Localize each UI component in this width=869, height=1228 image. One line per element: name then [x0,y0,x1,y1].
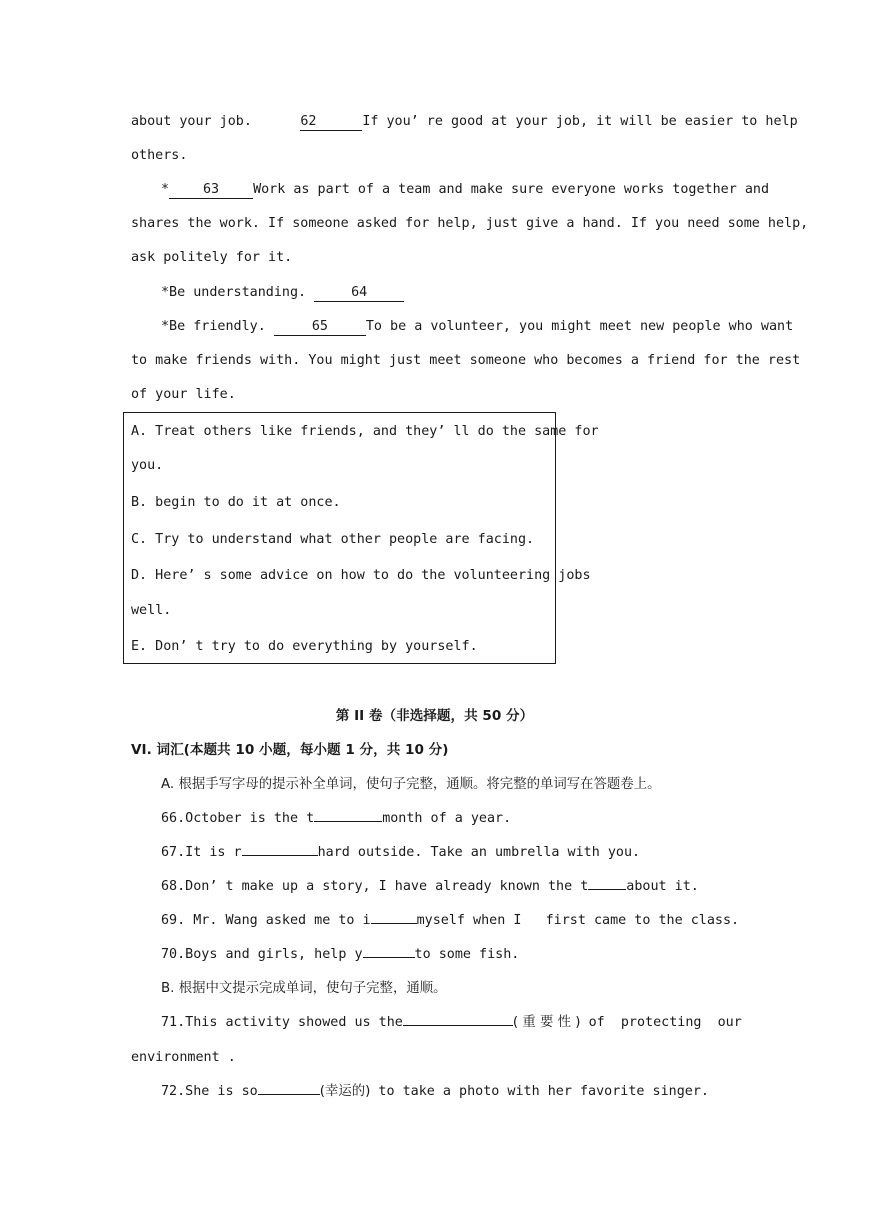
passage-line-1 [131,112,798,132]
passage-text: *Be friendly. [161,319,274,334]
passage-line-4: shares the work. If someone asked for help, just give a hand. If you need some help, [131,216,809,231]
part-two-title: 第 II 卷（非选择题，共 50 分） [335,708,534,724]
passage-line-7 [161,317,793,337]
passage-line-5: ask politely for it. [131,250,293,265]
question-68 [161,877,699,897]
passage-text: *Be understanding. [161,285,315,300]
answer-blank-64 [314,285,404,302]
question-text: to some fish. [414,947,520,962]
passage-text: about your job. [131,114,301,129]
question-text: 68.Don’ t make up a story, I have already known the t [161,879,589,894]
answer-blank-72 [258,1094,320,1095]
question-text: about it. [626,879,699,894]
passage-text: Work as part of a team and make sure everyone works together and [253,182,770,197]
question-text: to take a photo with her favorite singer. [370,1084,709,1099]
passage-line-9: of your life. [131,387,236,402]
answer-blank-63 [169,182,253,199]
answer-blank-69 [371,923,417,924]
instruction-b: B. 根据中文提示完成单词，使句子完整，通顺。 [161,981,447,996]
passage-text: If you’ re good at your job, it will be easier to help [362,114,798,129]
passage-line-2: others. [131,148,188,163]
question-number-64: 64 [351,285,368,300]
question-text: 67.It is r [161,845,242,860]
question-number-65: 65 [311,319,328,334]
question-text: 69. Mr. Wang asked me to i [161,913,371,928]
chinese-hint: (幸运的) [319,1084,371,1099]
question-71 [161,1013,742,1033]
answer-blank-67 [242,855,318,856]
passage-line-3 [161,180,769,200]
question-72 [161,1082,709,1102]
answer-blank-62 [300,114,362,131]
question-71-continued: environment . [131,1050,236,1065]
question-text: 71.This activity showed us the [161,1015,403,1030]
instruction-a: A. 根据手写字母的提示补全单词，使句子完整，通顺。将完整的单词写在答题卷上。 [161,777,661,792]
chinese-hint: ( 重 要 性 ) [512,1015,581,1030]
option-c: C. Try to understand what other people are facing. [131,532,535,547]
answer-blank-71 [403,1025,513,1026]
answer-blank-66 [314,821,382,822]
answer-blank-65 [274,319,366,336]
option-b: B. begin to do it at once. [131,495,341,510]
section-vi-heading: VI. 词汇(本题共 10 小题，每小题 1 分，共 10 分) [131,742,449,758]
question-text: month of a year. [382,811,512,826]
question-text: 70.Boys and girls, help y [161,947,363,962]
option-d: D. Here’ s some advice on how to do the volunteering jobs [131,568,591,583]
question-text: 66.October is the t [161,811,315,826]
question-text: hard outside. Take an umbrella with you. [317,845,641,860]
option-a: A. Treat others like friends, and they’ ll do the same for [131,424,599,439]
passage-line-6 [161,283,404,303]
question-66 [161,809,511,829]
question-number-62: 62 [300,114,317,129]
question-number-63: 63 [203,182,220,197]
passage-text: To be a volunteer, you might meet new people who want [365,319,794,334]
question-69 [161,911,739,931]
question-70 [161,945,519,965]
question-text: 72.She is so [161,1084,258,1099]
passage-line-8: to make friends with. You might just meet someone who becomes a friend for the rest [131,353,801,368]
option-d-continued: well. [131,603,172,618]
question-text: of protecting our [580,1015,742,1030]
question-text: myself when I first came to the class. [416,913,740,928]
answer-blank-70 [363,957,415,958]
option-e: E. Don’ t try to do everything by yourself. [131,639,478,654]
bullet-star: * [161,182,170,197]
question-67 [161,843,640,863]
answer-blank-68 [588,889,626,890]
option-a-continued: you. [131,458,164,473]
